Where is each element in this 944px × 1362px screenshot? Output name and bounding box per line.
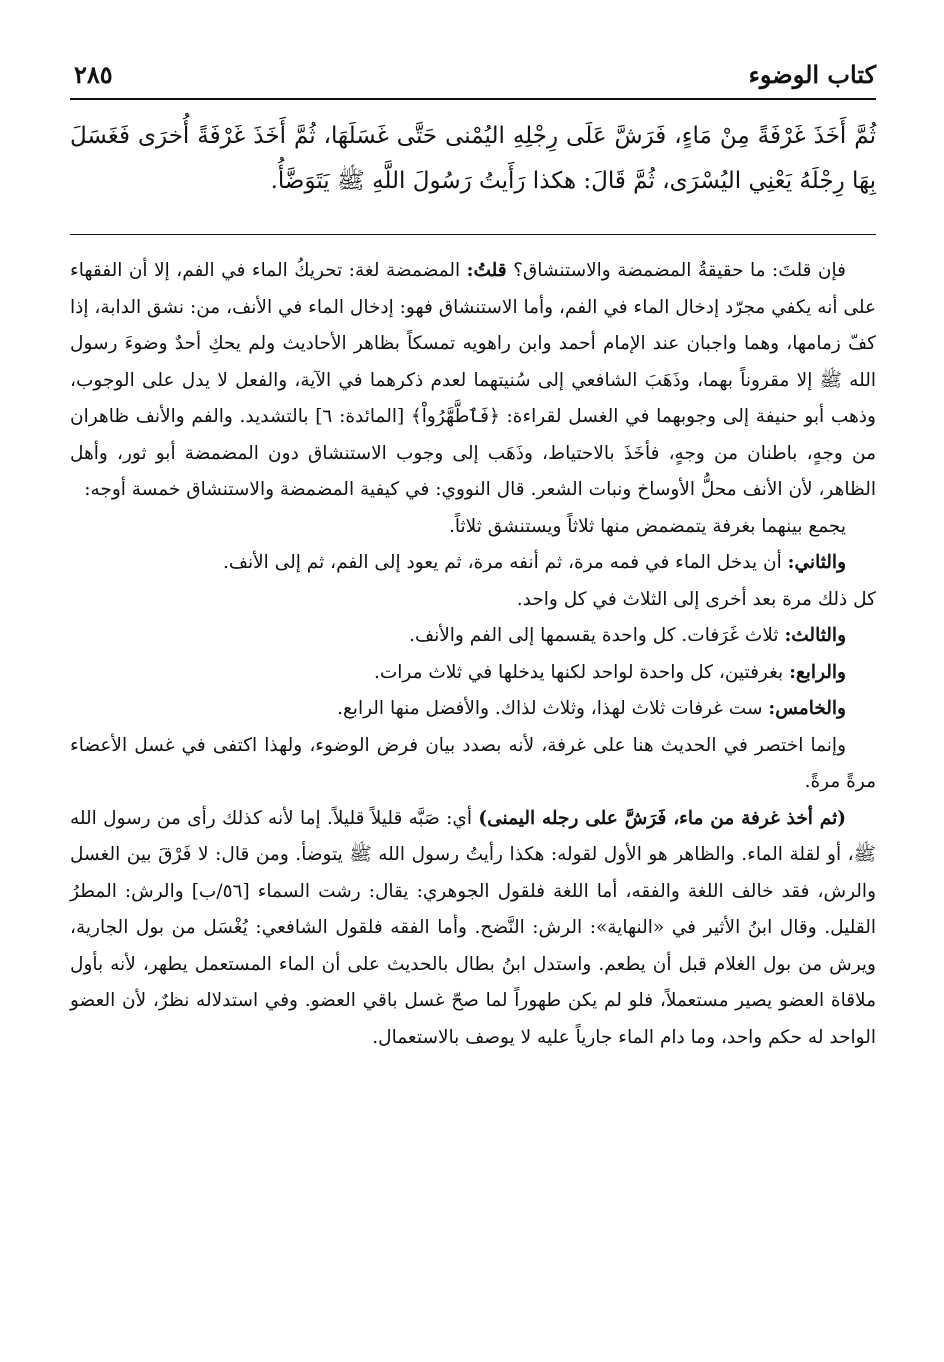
method-4-text: بغرفتين، كل واحدة لواحد لكنها يدخلها في ثلاث مرات. — [374, 661, 784, 683]
method-3-text: ثلاث غَرَفات. كل واحدة يقسمها إلى الفم والأنف. — [409, 625, 779, 646]
commentary — [70, 253, 876, 1056]
short-paragraph-text: وإنما اختصر في الحديث هنا على غرفة، لأنه بصدد بيان فرض الوضوء، ولهذا اكتفى في غسل الأعضاء مرةً مرةً. — [70, 734, 876, 792]
method-2-text: أن يدخل الماء في فمه مرة، ثم أنفه مرة، ثم يعود إلى الفم، ثم إلى الأنف. — [222, 552, 782, 573]
commentary-paragraph — [70, 253, 876, 509]
quoted-matn: (ثم أخذ غرفة من ماء، فَرَشَّ على رجله اليمنى) — [478, 807, 846, 829]
separator-rule — [70, 234, 876, 235]
answer-label: قلتُ: — [466, 260, 507, 281]
rash-explanation: أي: صَبَّه قليلاً قليلاً. إما لأنه كذلك رأى من رسول الله ﷺ، أو لقلة الماء. والظاهر هو الأول لقوله: هكذا رأيتُ رسول الله ﷺ يتوضأ. ومن قال: لا فَرْقَ بين الغسل والرش، فقد خالف اللغة والفقه، أما اللغة فلقول الجوهري: يقال: رشت السماء [٥٦/ب] والرش: المطرُ القليل. وقال ابنُ الأثير في «النهاية»: الرش: النَّضح. وأما الفقه فلقول الشافعي: يُغْسَل من بول الجارية، ويرش من بول الغلام قبل أن يطعم. واستدل ابنُ بطال بالحديث على أن الماء المستعمل يطهر، لأنه بأول ملاقاة العضو يصير مستعملاً، فلو لم يكن طهوراً لما صحّ غسل باقي العضو. وفي استدلاله نظرٌ، لأن العضو الواحد له حكم واحد، وما دام الماء جارياً عليه لا يوصف بالاستعمال. — [70, 807, 877, 1048]
method-5-label: والخامس: — [768, 698, 846, 719]
method-3-label: والثالث: — [784, 625, 846, 646]
running-title: كتاب الوضوء — [748, 60, 876, 89]
answer-text: المضمضة لغة: تحريكُ الماء في الفم، إلا أن الفقهاء على أنه يكفي مجرّد إدخال الماء في الفم، وأما الاستنشاق فهو: إدخال الماء في الأنف، من: نشق الدابة، إذا كفّ زمامها، وهما واجبان عند الإمام أحمد وابن راهويه تمسكاً بظاهر الأحاديث ولم يحكِ أحدٌ وضوءَ رسول الله ﷺ إلا مقروناً بهما، وذَهَبَ الشافعي إلى سُنيتهما لعدم ذكرهما في الآية، والفعل لا يدل على الوجوب، وذهب أبو حنيفة إلى وجوبهما في الغسل لقراءة: ﴿فَٱطَّهَّرُواْ﴾ [المائدة: ٦] بالتشديد. والفم والأنف ظاهران من وجهٍ، باطنان من وجهٍ، فأخَذَ بالاحتياط، وذَهَب إلى وجوب الاستنشاق دون المضمضة أبو ثور، وأهل الظاهر، لأن الأنف محلُّ الأوساخ ونبات الشعر. قال النووي: في كيفية المضمضة والاستنشاق خمسة أوجه: — [70, 260, 876, 500]
method-1 — [70, 509, 876, 546]
method-3 — [70, 618, 876, 655]
method-4-label: والرابع: — [789, 661, 846, 683]
commentary-paragraph-short — [70, 728, 876, 801]
page — [70, 58, 876, 1056]
method-2-label: والثاني: — [787, 552, 846, 573]
method-4 — [70, 655, 876, 692]
page-header — [70, 58, 876, 100]
commentary-paragraph-rash — [70, 801, 876, 1057]
method-2 — [70, 545, 876, 582]
method-5 — [70, 691, 876, 728]
hadith-text: ثُمَّ أَخَذَ غَرْفَةً مِنْ مَاءٍ، فَرَشَّ عَلَى رِجْلِهِ اليُمْنى حَتَّى غَسَلَهَا، ثُمَّ أَخَذَ غَرْفَةً أُخرَى فَغَسَلَ بِهَا رِجْلَهُ يَعْنِي اليُسْرَى، ثُمَّ قَالَ: هكذا رَأَيتُ رَسُولَ اللَّهِ ﷺ يَتَوَضَّأُ. — [70, 123, 876, 194]
method-2-continuation — [70, 582, 876, 619]
question-text: فإن قلتَ: ما حقيقةُ المضمضة والاستنشاق؟ — [513, 260, 846, 281]
method-1-text: يجمع بينهما بغرفة يتمضمض منها ثلاثاً ويستنشق ثلاثاً. — [448, 515, 846, 537]
method-5-text: ست غرفات ثلاث لهذا، وثلاث لذاك. والأفضل منها الرابع. — [337, 698, 763, 719]
method-2-cont-text: كل ذلك مرة بعد أخرى إلى الثلاث في كل واحد. — [516, 588, 876, 610]
page-number: ٢٨٥ — [74, 60, 113, 89]
